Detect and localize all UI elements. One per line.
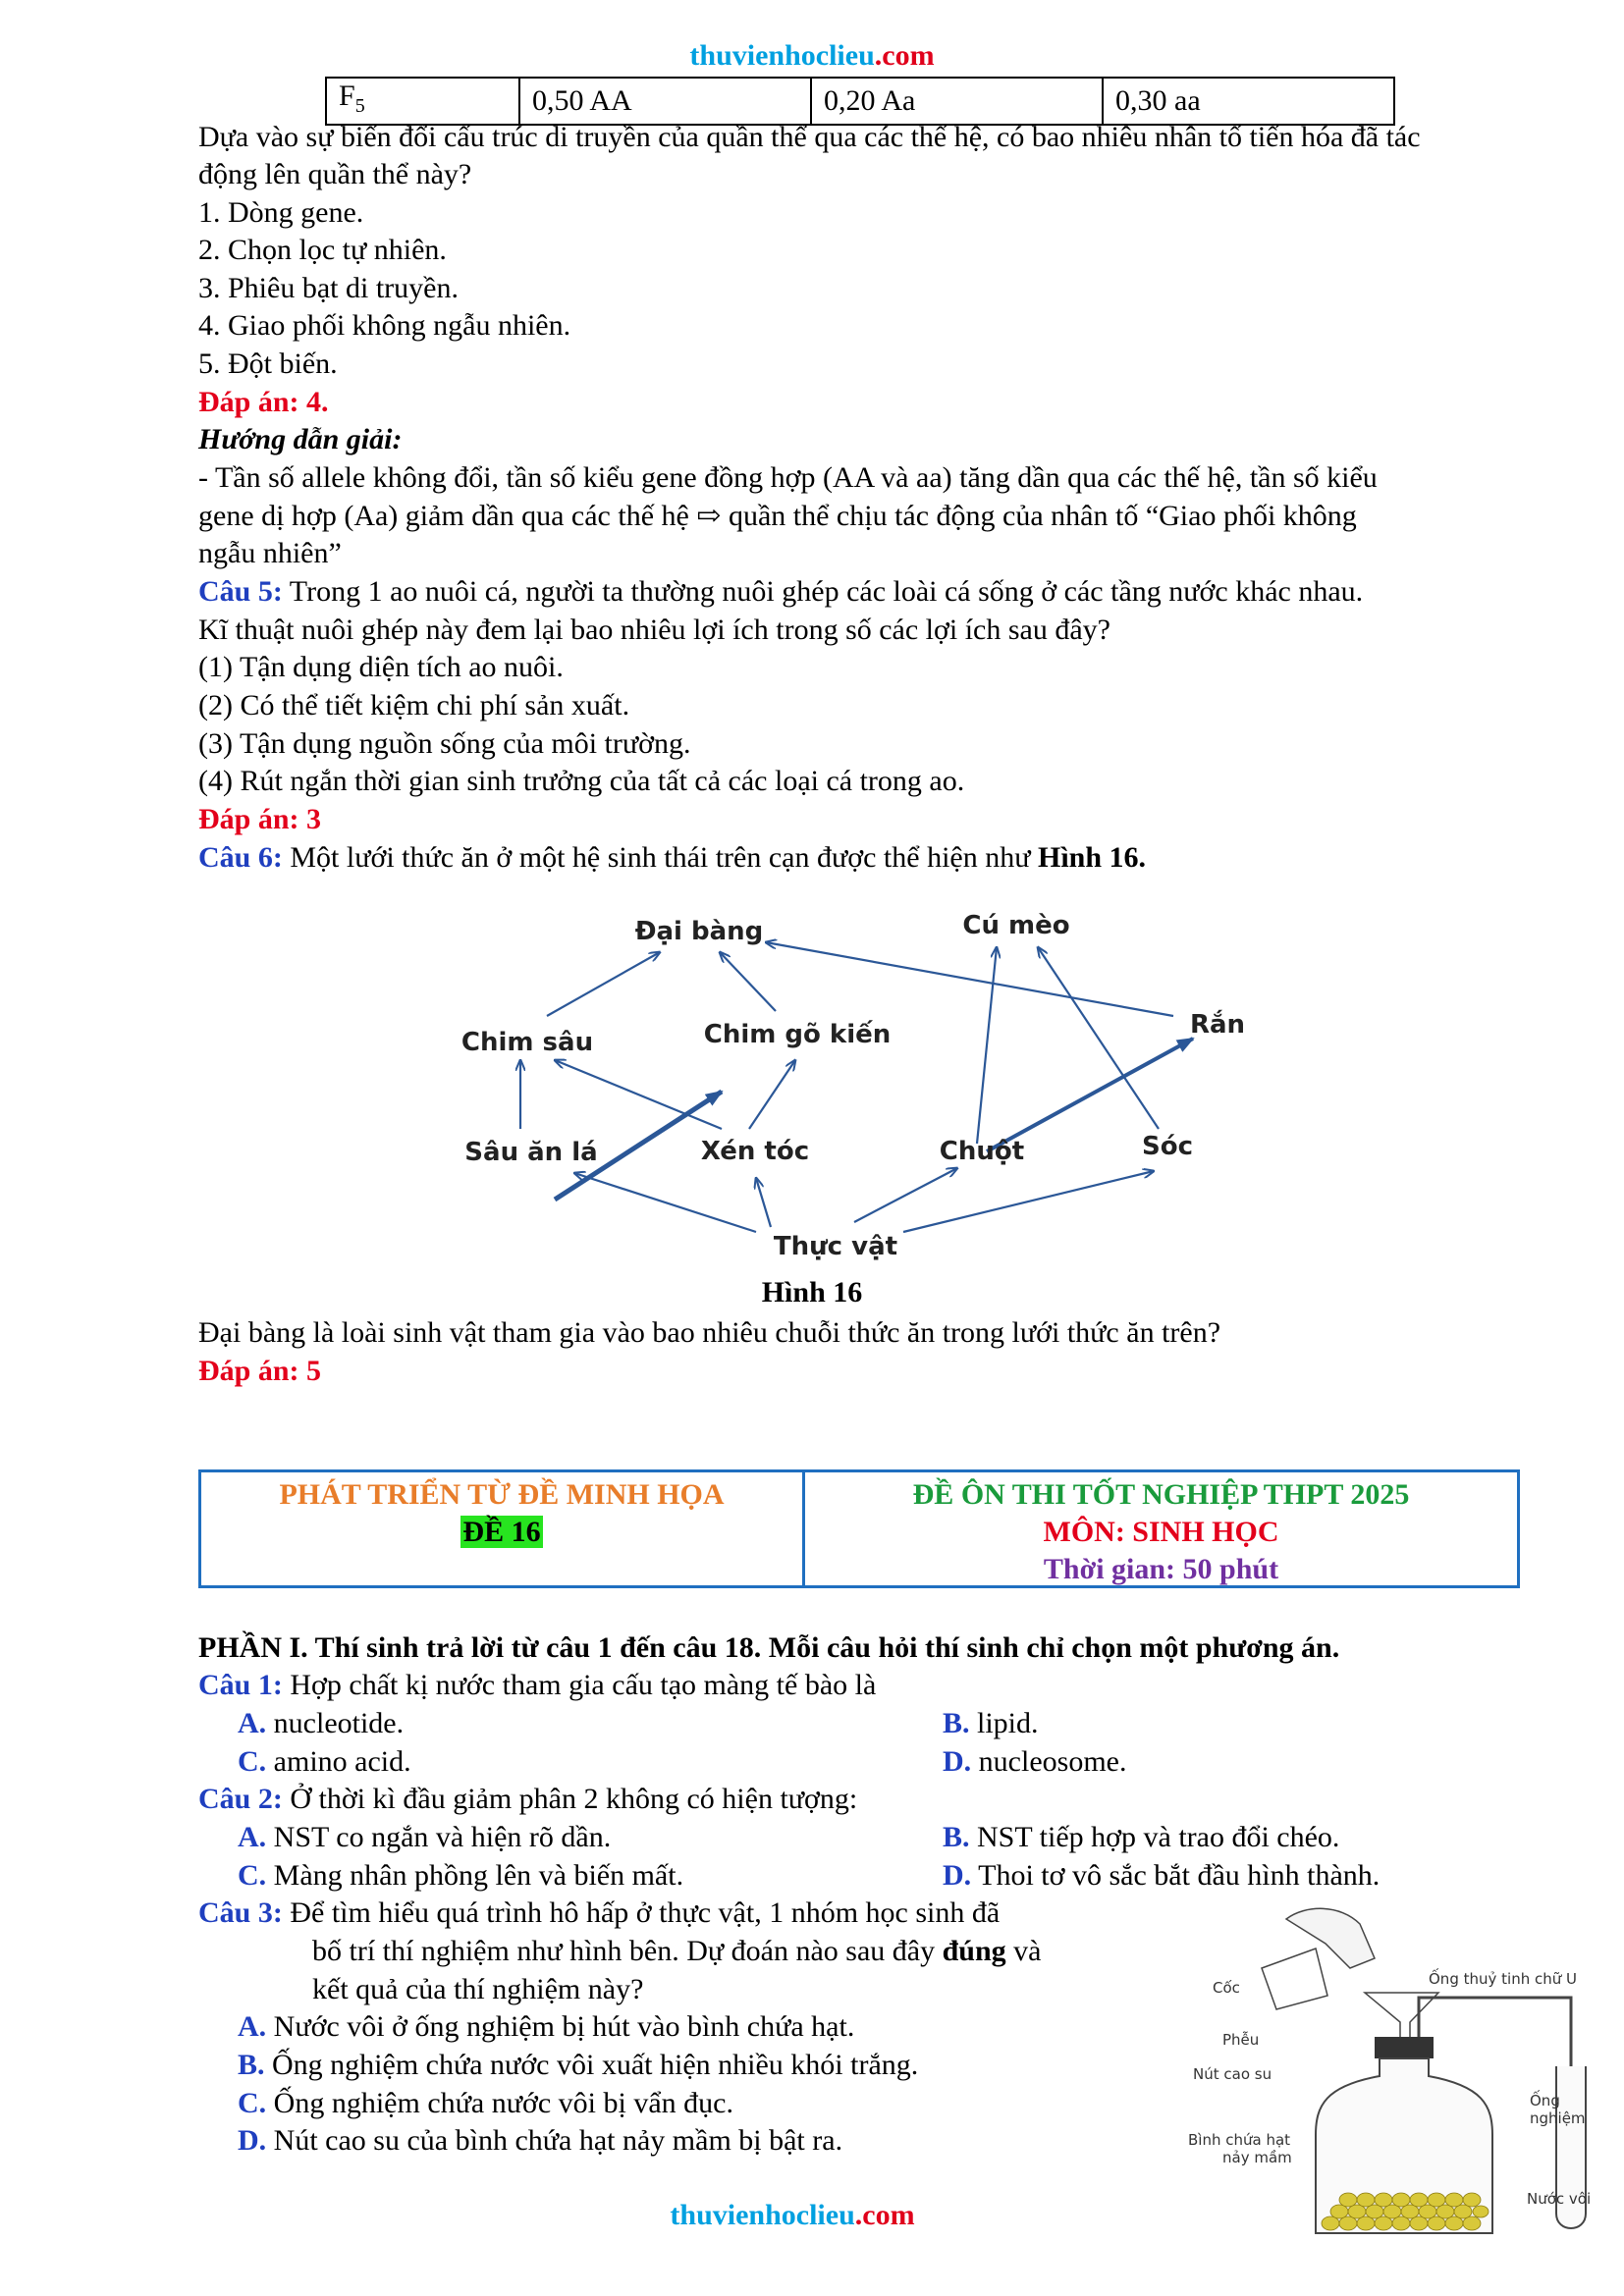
exam-number: ĐỀ 16 [462,1516,541,1548]
q4-item-1: 1. Dòng gene. [198,196,364,229]
q4-answer: Đáp án: 4. [198,386,329,418]
arrow-xentoc-chimgo [749,1060,795,1129]
label-binh-chua-hat-1: Bình chứa hạt [1188,2131,1291,2149]
arrow-ran-daibang [766,942,1173,1016]
arrow-thucvat-xentoc [756,1178,771,1227]
arrow-chuot-cumeo [977,947,997,1144]
q4-item-4: 4. Giao phối không ngẫu nhiên. [198,309,571,342]
q4-guide-title: Hướng dẫn giải: [198,423,403,455]
arrow-xentoc-chimsau [555,1060,722,1129]
q6-stem: Câu 6: Một lưới thức ăn ở một hệ sinh thái trên cạn được thể hiện như Hình 16. [198,841,1147,874]
footer-site-domain: .com [854,2199,915,2231]
q6-label: Câu 6: [198,841,283,874]
header-right [805,1472,1517,1585]
node-chim-sau: Chim sâu [460,1028,594,1057]
exam-subject: MÔN: SINH HỌC [1043,1516,1279,1548]
node-xen-toc: Xén tóc [700,1137,810,1166]
node-soc: Sóc [1142,1132,1193,1161]
c3-option-a[interactable]: A. Nước vôi ở ống nghiệm bị hút vào bình chứa hạt. [238,2010,855,2043]
q6-answer: Đáp án: 5 [198,1355,322,1387]
header-left [201,1472,805,1585]
header-left-title: PHÁT TRIỂN TỪ ĐỀ MINH HỌA [279,1478,725,1511]
q4-stem-line1: Dựa vào sự biến đổi cấu trúc di truyền của quần thể qua các thế hệ, có bao nhiêu nhân tố tiến hóa đã tác [198,121,1421,153]
node-chuot: Chuột [939,1137,1025,1166]
arrow-chimsau-daibang [547,952,660,1016]
node-cu-meo: Cú mèo [962,911,1070,940]
c2-option-a[interactable]: A. NST co ngắn và hiện rõ dần. [238,1821,612,1853]
q4-guide-line2: gene dị hợp (Aa) giảm dần qua các thế hệ ⇨ quần thể chịu tác động của nhân tố “Giao phối không [198,500,1357,532]
site-domain: .com [874,39,935,72]
q5-item-3: (3) Tận dụng nguồn sống của môi trường. [198,727,691,760]
q4-stem-line2: động lên quần thể này? [198,158,472,190]
arrow-thucvat-chuot [854,1168,957,1222]
c2-stem: Câu 2: Ở thời kì đầu giảm phân 2 không có hiện tượng: [198,1783,858,1815]
site-footer [0,2199,1604,2232]
arrow-thucvat-sau [574,1173,756,1232]
c2-option-c[interactable]: C. Màng nhân phồng lên và biến mất. [238,1859,684,1892]
c3-option-d[interactable]: D. Nút cao su của bình chứa hạt nảy mầm bị bật ra. [238,2124,843,2157]
c3-option-c[interactable]: C. Ống nghiệm chứa nước vôi bị vẩn đục. [238,2087,733,2119]
cup-icon [1262,1949,1327,2009]
label-coc: Cốc [1213,1979,1240,1997]
node-sau-an-la: Sâu ăn lá [464,1138,598,1167]
c1-option-b[interactable]: B. lipid. [943,1707,1039,1739]
node-ran: Rắn [1189,1010,1246,1040]
label-nut-cao-su: Nút cao su [1193,2065,1272,2083]
exam-header-box [198,1469,1520,1588]
arrow-soc-cumeo [1038,947,1159,1129]
c3-stem-line3: kết quả của thí nghiệm này? [312,1973,644,2005]
c1-option-a[interactable]: A. nucleotide. [238,1707,405,1739]
figure-caption: Hình 16 [761,1276,863,1308]
q4-guide-line1: - Tần số allele không đổi, tần số kiểu gene đồng hợp (AA và aa) tăng dần qua các thế hệ, tần số kiểu [198,461,1378,494]
q5-item-4: (4) Rút ngắn thời gian sinh trưởng của tất cả các loại cá trong ao. [198,765,965,797]
stopper-icon [1375,2037,1434,2058]
q4-item-5: 5. Đột biến. [198,347,338,380]
node-chim-go-kien: Chim gõ kiến [703,1020,892,1049]
q5-item-2: (2) Có thể tiết kiệm chi phí sản xuất. [198,689,630,721]
label-ong-nghiem-2: nghiệm [1530,2109,1586,2127]
food-web-arrows [520,942,1173,1232]
q4-item-3: 3. Phiêu bạt di truyền. [198,272,459,304]
q5-stem-line1: Câu 5: Trong 1 ao nuôi cá, người ta thường nuôi ghép các loài cá sống ở các tầng nước khác nhau. [198,575,1364,608]
aa-dominant-cell: 0,50 AA [519,78,811,125]
label-binh-chua-hat-2: nảy mầm [1222,2149,1292,2166]
node-dai-bang: Đại bàng [634,917,764,946]
c1-option-c[interactable]: C. amino acid. [238,1745,411,1778]
label-ong-u: Ống thuỷ tinh chữ U [1429,1970,1577,1988]
label-nuoc-voi: Nước vôi [1527,2190,1592,2208]
c1-stem: Câu 1: Hợp chất kị nước tham gia cấu tạo màng tế bào là [198,1669,877,1701]
q4-guide-line3: ngẫu nhiên” [198,537,342,569]
q5-answer: Đáp án: 3 [198,803,322,835]
c3-option-b[interactable]: B. Ống nghiệm chứa nước vôi xuất hiện nhiều khói trắng. [238,2049,919,2081]
q5-item-1: (1) Tận dụng diện tích ao nuôi. [198,651,564,683]
c2-option-b[interactable]: B. NST tiếp hợp và trao đổi chéo. [943,1821,1340,1853]
q5-label: Câu 5: [198,575,283,608]
c2-option-d[interactable]: D. Thoi tơ vô sắc bắt đầu hình thành. [943,1859,1380,1892]
c3-stem-line1: Câu 3: Để tìm hiểu quá trình hô hấp ở thực vật, 1 nhóm học sinh đã [198,1896,1001,1929]
exam-title: ĐỀ ÔN THI TỐT NGHIỆP THPT 2025 [912,1478,1410,1511]
c3-stem-line2: bố trí thí nghiệm như hình bên. Dự đoán nào sau đây đúng và [312,1935,1042,1967]
heterozygous-cell: 0,20 Aa [811,78,1103,125]
label-pheu: Phễu [1222,2031,1260,2049]
footer-site-name: thuvienhoclieu [670,2199,855,2231]
arrow-thucvat-soc [903,1171,1154,1232]
site-name: thuvienhoclieu [689,39,875,72]
q5-stem-line2: Kĩ thuật nuôi ghép này đem lại bao nhiêu lợi ích trong số các lợi ích sau đây? [198,614,1110,646]
q4-item-2: 2. Chọn lọc tự nhiên. [198,234,447,266]
generation-cell: $F_5$ [326,78,519,125]
arrow-chimgo-daibang [720,952,776,1011]
node-thuc-vat: Thực vật [773,1232,898,1261]
aa-recessive-cell: 0,30 aa [1103,78,1394,125]
c1-option-d[interactable]: D. nucleosome. [943,1745,1127,1778]
q6-question: Đại bàng là loài sinh vật tham gia vào bao nhiêu chuỗi thức ăn trong lưới thức ăn trên? [198,1316,1221,1349]
part1-title: PHẦN I. Thí sinh trả lời từ câu 1 đến câu 18. Mỗi câu hỏi thí sinh chỉ chọn một phương án. [198,1631,1340,1664]
exam-time: Thời gian: 50 phút [1043,1553,1279,1585]
label-ong-nghiem-1: Ống [1530,2092,1560,2109]
